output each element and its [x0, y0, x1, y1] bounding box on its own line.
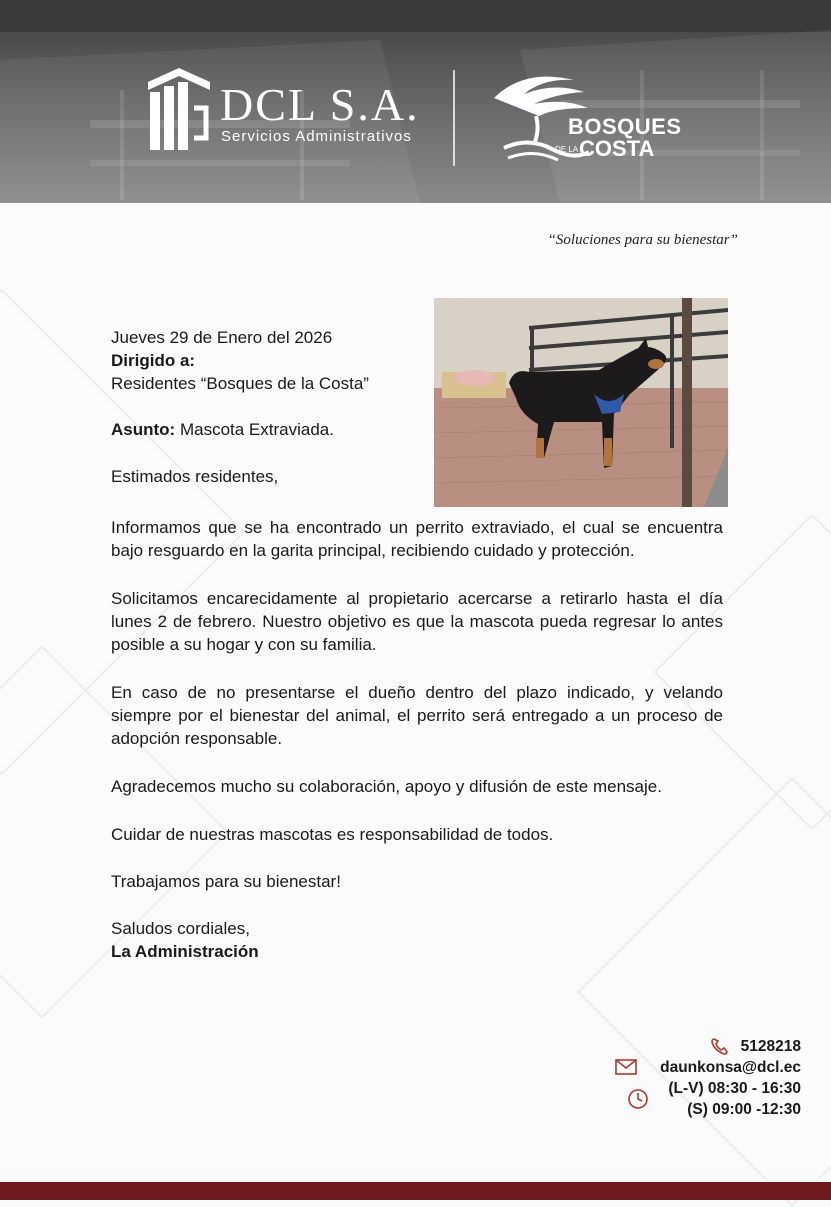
email-icon: [615, 1059, 637, 1075]
bosques-de-la-costa-logo: [484, 68, 694, 168]
contact-email: daunkonsa@dcl.ec: [660, 1059, 801, 1076]
clock-icon: [627, 1088, 649, 1110]
paragraph-responsibility: Cuidar de nuestras mascotas es responsabilidad de todos.: [111, 825, 554, 844]
contact-phone: 5128218: [740, 1038, 801, 1055]
letter-date: Jueves 29 de Enero del 2026: [111, 328, 333, 347]
company-subtitle: Servicios Administrativos: [221, 128, 412, 145]
closing: Saludos cordiales,: [111, 919, 250, 938]
signature: La Administración: [111, 942, 259, 961]
paragraph-pickup-deadline: Solicitamos encarecidamente al propietario acercarse a retirarlo hasta el día lunes 2 de febrero. Nuestro objetivo es que la mascota pueda regresar lo antes posible a su hogar y con su familia.: [111, 589, 723, 654]
letter-body: [111, 326, 723, 963]
paragraph-thanks: Agradecemos mucho su colaboración, apoyo y difusión de este mensaje.: [111, 777, 662, 796]
contact-block: [660, 1036, 801, 1120]
paragraph-wellbeing: Trabajamos para su bienestar!: [111, 872, 341, 891]
logo-divider: [453, 70, 455, 166]
footer-bar: [0, 1182, 831, 1200]
partner-name-line1: BOSQUES: [568, 114, 682, 139]
letterhead-banner: [0, 0, 831, 203]
addressed-to-label: Dirigido a:: [111, 351, 196, 370]
addressee: Residentes “Bosques de la Costa”: [111, 374, 369, 393]
slogan: “Soluciones para su bienestar”: [547, 232, 738, 248]
contact-hours-weekday: (L-V) 08:30 - 16:30: [668, 1080, 801, 1097]
partner-name-line2: DE LA: [555, 145, 579, 154]
paragraph-found: Informamos que se ha encontrado un perrito extraviado, el cual se encuentra bajo resguardo en la garita principal, recibiendo cuidado y protección.: [111, 518, 723, 560]
contact-hours-saturday: (S) 09:00 -12:30: [687, 1101, 801, 1118]
subject-label: Asunto:: [111, 420, 176, 439]
dcl-emblem-icon: [148, 68, 210, 152]
dcl-logo: [148, 68, 428, 158]
subject-line: [111, 418, 723, 441]
partner-name-line3: COSTA: [579, 136, 655, 161]
paragraph-adoption: En caso de no presentarse el dueño dentro del plazo indicado, y velando siempre por el bienestar del animal, el perrito será entregado a un proceso de adopción responsable.: [111, 683, 723, 748]
subject-text: Mascota Extraviada.: [179, 420, 334, 439]
greeting: Estimados residentes,: [111, 467, 279, 486]
company-name: DCL S.A.: [220, 79, 420, 130]
